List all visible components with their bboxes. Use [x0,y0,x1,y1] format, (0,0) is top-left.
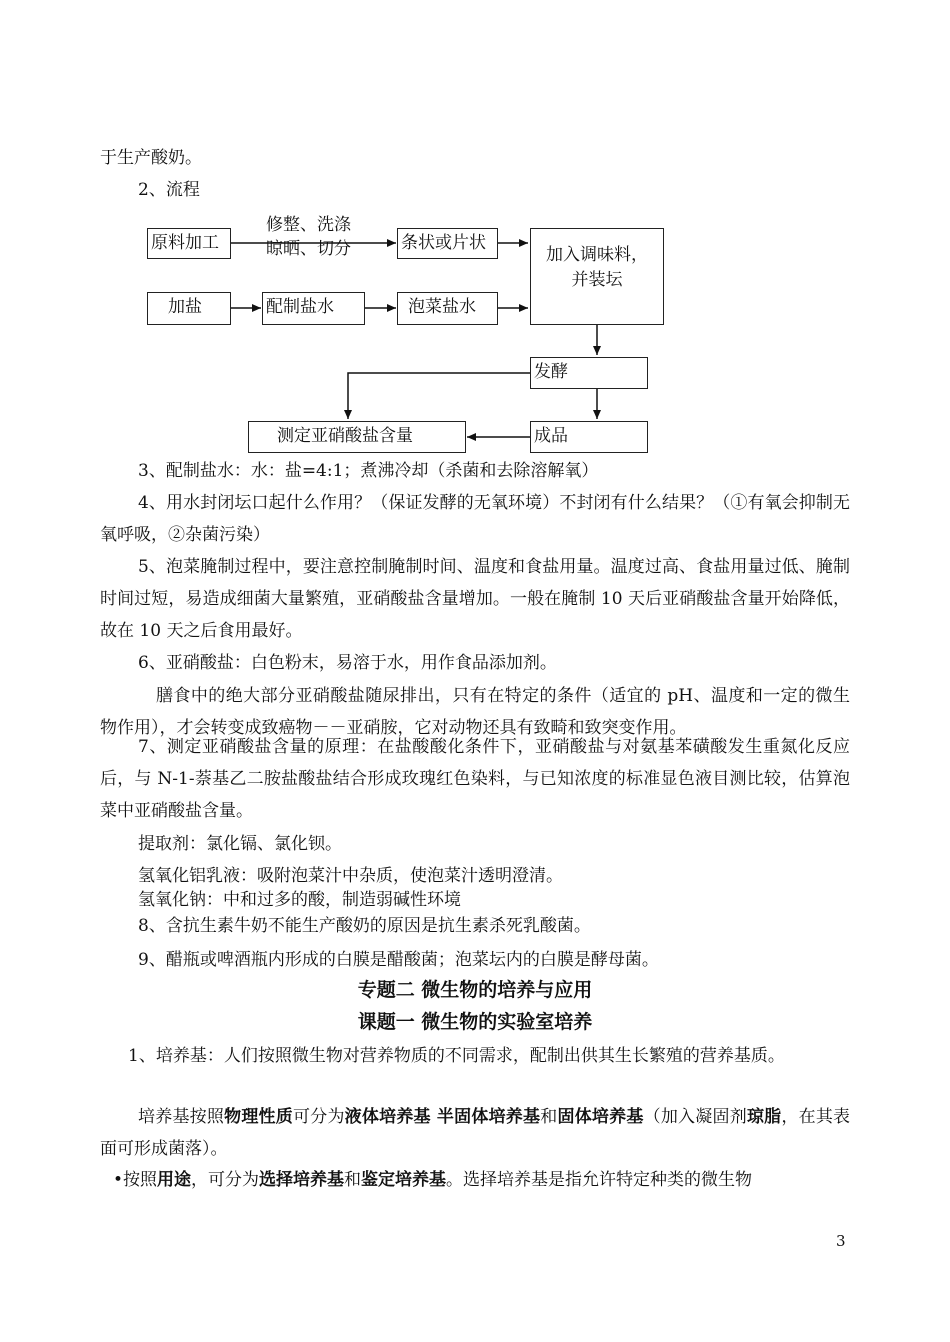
arrow-ferment-to-measure [348,373,530,419]
para-8: 8、含抗生素牛奶不能生产酸奶的原因是抗生素杀死乳酸菌。 [138,916,591,936]
label-trim-wash: 修整、洗涤 [266,215,351,235]
para-aluminum: 氢氧化铝乳液：吸附泡菜汁中杂质，使泡菜汁透明澄清。 [138,866,563,886]
c3-g: 。选择培养基是指允许特定种类的微生物 [446,1170,753,1190]
para-5: 5、泡菜腌制过程中，要注意控制腌制时间、温度和食盐用量。温度过高、食盐用量过低、腌制时间过短，易造成细菌大量繁殖，亚硝酸盐含量增加。一般在腌制 10 天后亚硝酸盐含量开始降低，故在 10 天之后食用最好。 [100,557,850,641]
para-6b: 膳食中的绝大部分亚硝酸盐随尿排出，只有在特定的条件（适宜的 pH、温度和一定的微生物作用），才会转变成致癌物－－亚硝胺，它对动物还具有致畸和致突变作用。 [100,686,850,738]
box-product: 成品 [530,421,648,453]
box-make-brine: 配制盐水 [262,292,365,325]
para-6: 6、亚硝酸盐：白色粉末，易溶于水，用作食品添加剂。 [138,653,557,673]
box-measure-nitrite: 测定亚硝酸盐含量 [248,421,466,453]
para-c3 [113,1164,850,1196]
c2-c: 可分为 [293,1107,345,1127]
lesson-title: 课题一 微生物的实验室培养 [357,1011,593,1033]
c3-c: ，可分为 [191,1170,260,1190]
para-9: 9、醋瓶或啤酒瓶内形成的白膜是醋酸菌；泡菜坛内的白膜是酵母菌。 [138,950,659,970]
para-top: 于生产酸奶。 [100,148,202,168]
season-line-1: 加入调味料， [546,245,648,265]
flow-heading: 2、流程 [138,180,200,200]
para-7: 7、测定亚硝酸盐含量的原理：在盐酸酸化条件下，亚硝酸盐与对氨基苯磺酸发生重氮化反应后，与 N-1-萘基乙二胺盐酸盐结合形成玫瑰红色染料，与已知浓度的标准显色液目测比较，估算泡菜中亚硝酸盐含量。 [100,737,850,821]
box-add-salt: 加盐 [147,292,231,325]
c2-physical-property: 物理性质 [224,1107,293,1127]
season-line-2: 并装坛 [571,270,623,290]
para-3: 3、配制盐水：水：盐=4:1；煮沸冷却（杀菌和去除溶解氧） [138,461,599,481]
para-extract: 提取剂：氯化镉、氯化钡。 [138,834,342,854]
box-pickle-brine: 泡菜盐水 [397,292,498,325]
c2-a: 培养基按照 [138,1107,225,1127]
c3-selective-medium: 选择培养基 [259,1170,345,1190]
label-dry-cut: 晾晒、切分 [266,239,351,259]
c3-identification-medium: 鉴定培养基 [361,1170,447,1190]
c3-a: 按照 [123,1170,158,1190]
box-strips: 条状或片状 [397,228,498,259]
para-naoh: 氢氧化钠：中和过多的酸，制造弱碱性环境 [138,890,461,910]
para-4: 4、用水封闭坛口起什么作用？（保证发酵的无氧环境）不封闭有什么结果？（①有氧会抑制无氧呼吸，②杂菌污染） [100,493,850,545]
para-c2 [100,1101,850,1165]
para-c1: 1、培养基：人们按照微生物对营养物质的不同需求，配制出供其生长繁殖的营养基质。 [128,1046,785,1066]
box-raw-processing: 原料加工 [147,228,231,259]
c3-use: 用途 [157,1170,192,1190]
c2-e: 和 [540,1107,558,1127]
c3-e: 和 [344,1170,362,1190]
box-ferment: 发酵 [530,357,648,389]
bullet: • [113,1170,124,1190]
c2-g: （加入凝固剂 [643,1107,747,1127]
c2-solid-medium: 固体培养基 [557,1107,644,1127]
box-season-jar [530,228,664,325]
c2-i: ，在其表面可形成菌落）。 [100,1107,851,1159]
page-number: 3 [836,1232,846,1250]
c2-liquid-semisolid: 液体培养基 半固体培养基 [344,1107,541,1127]
section-title: 专题二 微生物的培养与应用 [357,979,593,1001]
c2-agar: 琼脂 [746,1107,782,1127]
